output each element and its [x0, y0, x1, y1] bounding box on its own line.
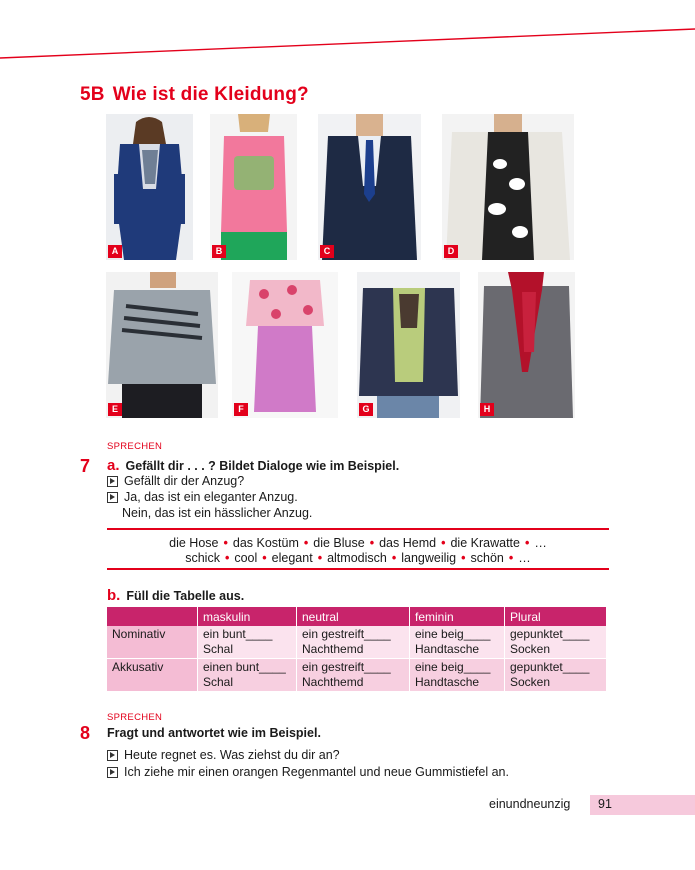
cell-text: ein bunt____ — [203, 627, 273, 641]
play-icon — [107, 476, 118, 487]
cell-text: ein gestreift____ — [302, 627, 391, 641]
photo-d — [442, 114, 574, 260]
word-item: elegant — [271, 551, 313, 565]
ex7a-answer — [107, 490, 298, 504]
word-item: schick — [185, 551, 220, 565]
photo-a — [106, 114, 193, 260]
bullet-icon: • — [391, 551, 397, 565]
table-cell[interactable] — [198, 626, 297, 659]
word-item: das Kostüm — [232, 536, 299, 550]
ex7a-question-text: Gefällt dir der Anzug? — [124, 474, 245, 488]
photo-d-image — [442, 114, 574, 260]
bullet-icon: • — [524, 536, 530, 550]
word-item: … — [518, 551, 531, 565]
table-cell[interactable] — [297, 659, 410, 692]
section-title: Wie ist die Kleidung? — [112, 84, 309, 105]
ex7a-answer-alt: Nein, das ist ein hässlicher Anzug. — [122, 506, 313, 520]
bullet-icon: • — [441, 536, 446, 550]
word-item: … — [534, 536, 547, 550]
photo-f — [232, 272, 338, 418]
play-icon — [107, 750, 118, 761]
word-box-top-rule — [107, 528, 609, 530]
ex8-answer — [107, 765, 509, 779]
cell-text: gepunktet____ — [510, 660, 590, 674]
photo-e — [106, 272, 218, 418]
play-icon — [107, 767, 118, 778]
section-code: 5B — [80, 84, 105, 105]
table-row — [107, 626, 607, 659]
bullet-icon: • — [262, 551, 267, 565]
bullet-icon: • — [317, 551, 323, 565]
word-item: das Hemd — [379, 536, 437, 550]
bullet-icon: • — [303, 536, 309, 550]
ex7a-instruction: Gefällt dir . . . ? Bildet Dialoge wie im Beispiel. — [125, 459, 400, 473]
ex7-number: 7 — [80, 456, 91, 476]
cell-text: ein gestreift____ — [302, 660, 391, 674]
table-cell[interactable] — [410, 659, 505, 692]
bullet-icon: • — [224, 551, 230, 565]
ex7b-letter: b. — [107, 587, 121, 604]
word-item: die Bluse — [313, 536, 365, 550]
cell-noun: Nachthemd — [302, 642, 364, 656]
cell-noun: Schal — [203, 675, 234, 689]
cell-noun: Schal — [203, 642, 234, 656]
table-cell[interactable] — [297, 626, 410, 659]
photo-e-image — [106, 272, 218, 418]
bullet-icon: • — [508, 551, 514, 565]
word-item: schön — [470, 551, 504, 565]
word-list-adjectives — [107, 551, 609, 565]
word-list-nouns — [107, 536, 609, 550]
table-header-row — [107, 607, 607, 626]
ex7a-letter: a. — [107, 457, 120, 474]
adjective-table — [107, 607, 607, 692]
photo-b — [210, 114, 297, 260]
table-header: neutral — [297, 607, 410, 626]
photo-label: B — [212, 245, 226, 258]
ex8-question — [107, 748, 340, 762]
page-number-word: einundneunzig — [489, 797, 571, 811]
table-cell[interactable] — [505, 659, 607, 692]
table-cell[interactable] — [198, 659, 297, 692]
play-icon — [107, 492, 118, 503]
ex7-tag: SPRECHEN — [107, 441, 163, 452]
page-title — [80, 84, 309, 106]
cell-noun: Socken — [510, 642, 551, 656]
photo-label: C — [320, 245, 334, 258]
bullet-icon: • — [461, 551, 466, 565]
ex7a-answer-text: Ja, das ist ein eleganter Anzug. — [124, 490, 298, 504]
ex8-instruction: Fragt und antwortet wie im Beispiel. — [107, 726, 321, 740]
photo-label: H — [480, 403, 494, 416]
ex8-number: 8 — [80, 723, 91, 743]
photo-c-image — [318, 114, 421, 260]
table-row — [107, 659, 607, 692]
cell-noun: Nachthemd — [302, 675, 364, 689]
table-header: Plural — [505, 607, 607, 626]
word-box-bottom-rule — [107, 568, 609, 570]
photo-b-image — [210, 114, 297, 260]
ex7b-heading — [107, 587, 244, 604]
ex7a-heading — [107, 457, 399, 474]
cell-text: eine beig____ — [415, 660, 491, 674]
ex8-answer-text: Ich ziehe mir einen orangen Regenmantel und neue Gummistiefel an. — [124, 765, 509, 779]
photo-label: F — [234, 403, 248, 416]
cell-noun: Socken — [510, 675, 551, 689]
photo-c — [318, 114, 421, 260]
bullet-icon: • — [369, 536, 375, 550]
photo-label: G — [359, 403, 373, 416]
photo-a-image — [106, 114, 193, 260]
ex8-question-text: Heute regnet es. Was ziehst du dir an? — [124, 748, 340, 762]
cell-text: eine beig____ — [415, 627, 491, 641]
top-rule — [0, 0, 695, 70]
photo-f-image — [232, 272, 338, 418]
cell-text: gepunktet____ — [510, 627, 590, 641]
photo-label: D — [444, 245, 458, 258]
table-cell[interactable] — [505, 626, 607, 659]
photo-label: E — [108, 403, 122, 416]
word-item: langweilig — [401, 551, 457, 565]
table-header: feminin — [410, 607, 505, 626]
row-label: Nominativ — [107, 626, 198, 659]
word-item: altmodisch — [327, 551, 387, 565]
ex7a-question — [107, 474, 244, 488]
table-header: maskulin — [198, 607, 297, 626]
word-item: cool — [234, 551, 258, 565]
word-item: die Krawatte — [450, 536, 520, 550]
photo-g — [357, 272, 460, 418]
page-number: 91 — [598, 797, 612, 811]
cell-noun: Handtasche — [415, 642, 480, 656]
table-cell[interactable] — [410, 626, 505, 659]
photo-g-image — [357, 272, 460, 418]
row-label: Akkusativ — [107, 659, 198, 692]
ex8-tag: SPRECHEN — [107, 712, 163, 723]
bullet-icon: • — [223, 536, 228, 550]
photo-label: A — [108, 245, 122, 258]
cell-text: einen bunt____ — [203, 660, 286, 674]
table-header — [107, 607, 198, 626]
ex7b-instruction: Füll die Tabelle aus. — [126, 589, 245, 603]
photo-h — [478, 272, 575, 418]
cell-noun: Handtasche — [415, 675, 480, 689]
photo-h-image — [478, 272, 575, 418]
word-item: die Hose — [169, 536, 219, 550]
